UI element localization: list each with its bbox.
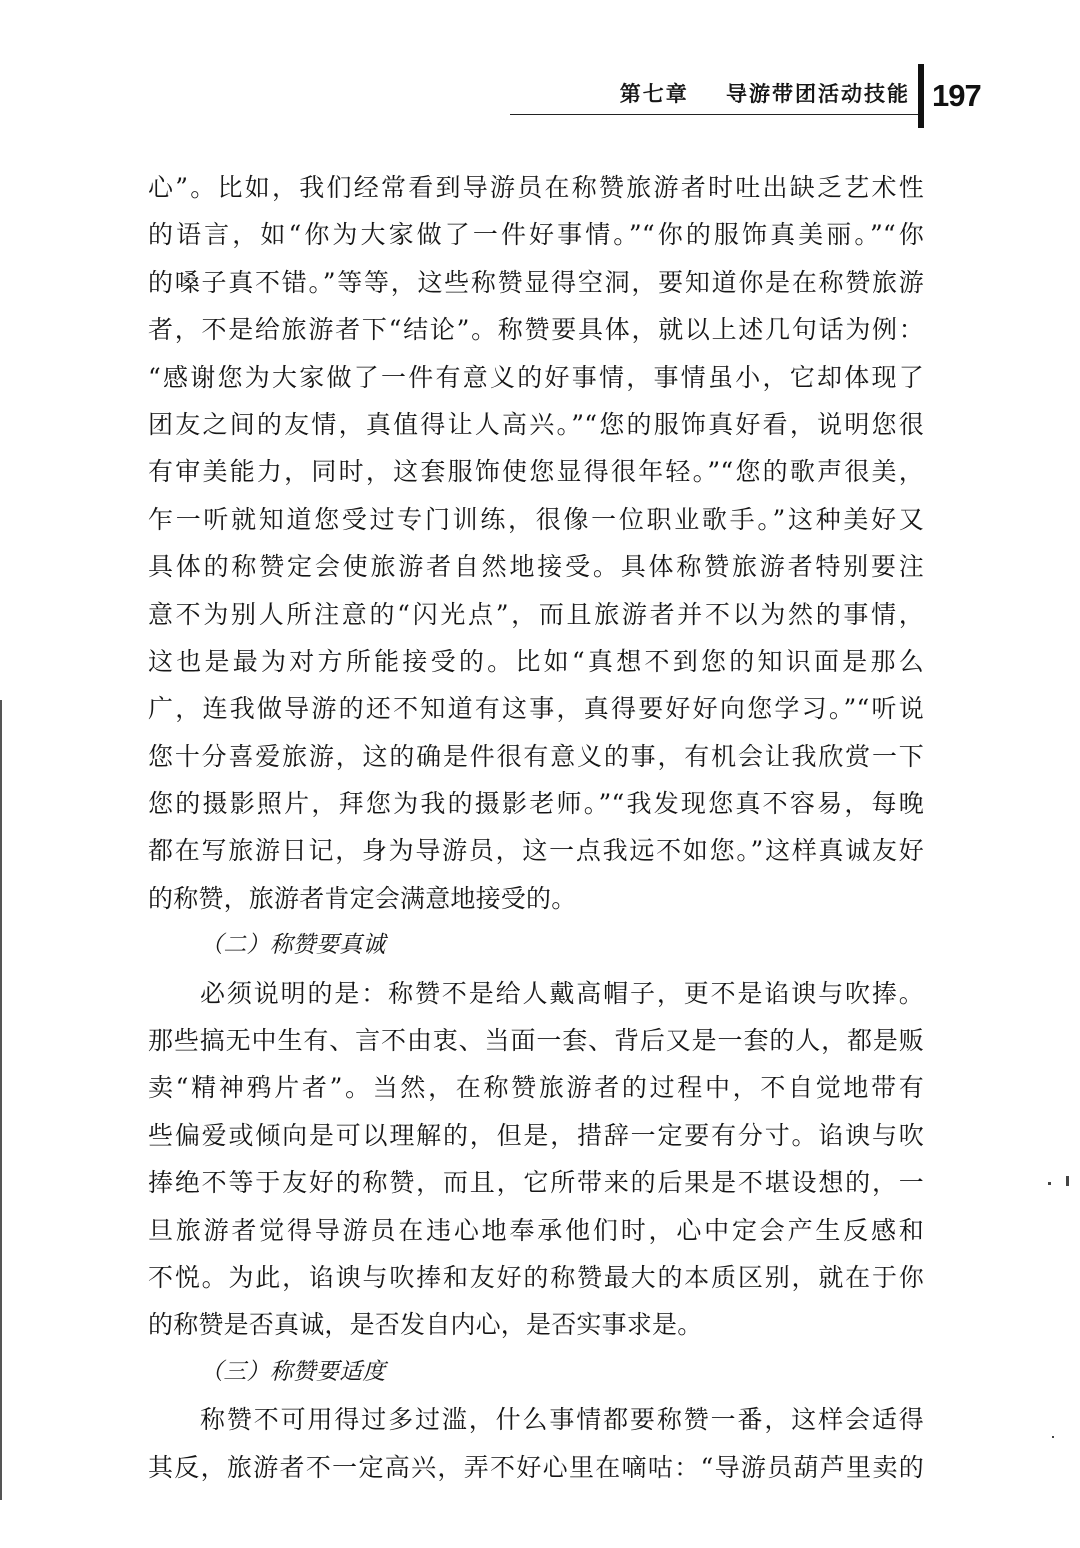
header-divider-bar xyxy=(918,64,924,128)
text-line: 旦旅游者觉得导游员在违心地奉承他们时，心中定会产生反感和 xyxy=(148,1215,924,1245)
text-line: 的称赞是否真诚，是否发自内心，是否实事求是。 xyxy=(148,1310,703,1340)
section-heading: （三）称赞要适度 xyxy=(200,1358,386,1385)
text-line: 者，不是给旅游者下“结论”。称赞要具体，就以上述几句话为例： xyxy=(148,315,924,345)
scan-speck xyxy=(1052,1436,1054,1438)
scan-edge-shadow xyxy=(0,700,2,1500)
text-line: 其反，旅游者不一定高兴，弄不好心里在嘀咕：“导游员葫芦里卖的 xyxy=(148,1452,924,1482)
text-line: 您的摄影照片，拜您为我的摄影老师。”“我发现您真不容易，每晚 xyxy=(148,789,924,819)
text-line: 些偏爱或倾向是可以理解的，但是，措辞一定要有分寸。谄谀与吹 xyxy=(148,1120,924,1150)
text-line: 乍一听就知道您受过专门训练，很像一位职业歌手。”这种美好又 xyxy=(148,504,924,534)
text-line: 这也是最为对方所能接受的。比如“真想不到您的知识面是那么 xyxy=(148,646,924,676)
text-line: “感谢您为大家做了一件有意义的好事情，事情虽小，它却体现了 xyxy=(148,362,924,392)
text-line: 您十分喜爱旅游，这的确是件很有意义的事，有机会让我欣赏一下 xyxy=(148,741,924,771)
text-line: 的嗓子真不错。”等等，这些称赞显得空洞，要知道你是在称赞旅游 xyxy=(148,267,924,297)
running-header-text xyxy=(620,78,910,108)
body-text xyxy=(148,164,924,1491)
chapter-title: 导游带团活动技能 xyxy=(726,81,910,106)
text-line: 的称赞，旅游者肯定会满意地接受的。 xyxy=(148,883,577,913)
text-line: 有审美能力，同时，这套服饰使您显得很年轻。”“您的歌声很美， xyxy=(148,457,924,487)
chapter-label: 第七章 xyxy=(619,81,689,106)
text-line: 必须说明的是：称赞不是给人戴高帽子，更不是谄谀与吹捧。 xyxy=(200,978,924,1008)
text-line: 那些搞无中生有、言不由衷、当面一套、背后又是一套的人，都是贩 xyxy=(148,1026,924,1056)
text-line: 具体的称赞定会使旅游者自然地接受。具体称赞旅游者特别要注 xyxy=(148,552,924,582)
scan-speck xyxy=(1048,1182,1051,1185)
text-line: 团友之间的友情，真值得让人高兴。”“您的服饰真好看，说明您很 xyxy=(148,409,924,439)
text-line: 广，连我做导游的还不知道有这事，真得要好好向您学习。”“听说 xyxy=(148,694,924,724)
text-line: 意不为别人所注意的“闪光点”，而且旅游者并不以为然的事情， xyxy=(148,599,924,629)
page-number: 197 xyxy=(932,78,981,113)
text-line: 卖“精神鸦片者”。当然，在称赞旅游者的过程中，不自觉地带有 xyxy=(148,1073,924,1103)
section-heading: （二）称赞要真诚 xyxy=(200,932,386,959)
text-line: 心”。比如，我们经常看到导游员在称赞旅游者时吐出缺乏艺术性 xyxy=(148,173,924,202)
text-line: 捧绝不等于友好的称赞，而且，它所带来的后果是不堪设想的，一 xyxy=(148,1168,924,1198)
text-line: 不悦。为此，谄谀与吹捧和友好的称赞最大的本质区别，就在于你 xyxy=(148,1262,924,1292)
text-line: 的语言，如“你为大家做了一件好事情。”“你的服饰真美丽。”“你 xyxy=(148,220,924,250)
scan-speck xyxy=(1066,1176,1069,1186)
text-line: 都在写旅游日记，身为导游员，这一点我远不如您。”这样真诚友好 xyxy=(148,836,924,866)
text-line: 称赞不可用得过多过滥，什么事情都要称赞一番，这样会适得 xyxy=(200,1405,924,1435)
running-header xyxy=(510,70,920,115)
